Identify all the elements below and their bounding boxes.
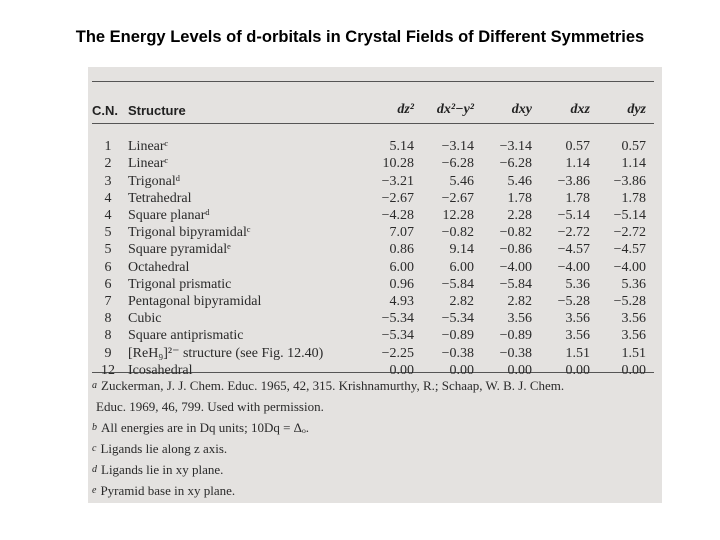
- cell-cn: 12: [101, 362, 115, 378]
- footnote: [92, 420, 652, 441]
- cell-structure: Tetrahedral: [128, 190, 192, 206]
- cell-dxy: 0.00: [507, 362, 532, 378]
- table-row: [88, 224, 656, 241]
- table-row: [88, 173, 656, 190]
- table-row: [88, 293, 656, 310]
- page-title: The Energy Levels of d-orbitals in Crystal Fields of Different Symmetries: [75, 28, 645, 46]
- cell-dz2: −5.34: [381, 311, 414, 327]
- header-dxy: dxy: [511, 102, 532, 117]
- table-row: [88, 190, 656, 207]
- cell-structure: Pentagonal bipyramidal: [128, 293, 262, 309]
- cell-cn: 8: [104, 328, 112, 344]
- cell-dxy: 5.46: [507, 173, 532, 189]
- energy-levels-table: [88, 99, 656, 379]
- cell-cn: 5: [104, 242, 112, 258]
- cell-structure: Icosahedral: [128, 362, 193, 378]
- cell-dxy: −3.14: [499, 139, 532, 155]
- cell-structure: Square antiprismatic: [128, 328, 244, 344]
- cell-structure: Octahedral: [128, 259, 190, 275]
- cell-dx2y2: −6.28: [441, 156, 474, 172]
- cell-dyz: −5.28: [613, 293, 646, 309]
- cell-dxy: 2.82: [507, 293, 532, 309]
- footnote-text: Ligands lie in xy plane.: [101, 462, 224, 477]
- cell-structure: Square planarᵈ: [128, 208, 210, 224]
- cell-dz2: −3.21: [381, 173, 414, 189]
- cell-dxz: −2.72: [557, 225, 590, 241]
- cell-dyz: −4.00: [613, 259, 646, 275]
- cell-cn: 7: [104, 293, 112, 309]
- cell-dyz: −5.14: [613, 208, 646, 224]
- footnote-text: All energies are in Dq units; 10Dq = Δₒ.: [101, 420, 310, 435]
- footnote-mark: b: [92, 422, 97, 433]
- cell-dxy: −0.86: [499, 242, 532, 258]
- cell-structure: Square pyramidalᵉ: [128, 242, 231, 258]
- cell-dz2: 0.96: [389, 276, 414, 292]
- cell-structure: Linearᶜ: [128, 156, 169, 172]
- cell-dyz: −3.86: [613, 173, 646, 189]
- table-row: [88, 276, 656, 293]
- cell-dxz: 1.51: [565, 345, 590, 361]
- cell-dyz: 1.51: [621, 345, 646, 361]
- cell-dyz: −2.72: [613, 225, 646, 241]
- cell-dxz: 1.78: [565, 190, 590, 206]
- cell-dxz: 3.56: [565, 328, 590, 344]
- cell-dx2y2: 9.14: [449, 242, 474, 258]
- footnotes: [92, 378, 652, 504]
- cell-dx2y2: 6.00: [449, 259, 474, 275]
- table-row: [88, 138, 656, 155]
- cell-dz2: 7.07: [389, 225, 414, 241]
- cell-dx2y2: −0.38: [441, 345, 474, 361]
- cell-dz2: −5.34: [381, 328, 414, 344]
- cell-dyz: 3.56: [621, 311, 646, 327]
- cell-dxy: −0.89: [499, 328, 532, 344]
- cell-dx2y2: −5.84: [441, 276, 474, 292]
- cell-cn: 5: [104, 225, 112, 241]
- table-row: [88, 259, 656, 276]
- cell-dx2y2: −2.67: [441, 190, 474, 206]
- cell-dxz: −4.57: [557, 242, 590, 258]
- cell-dz2: −4.28: [381, 208, 414, 224]
- cell-structure: Trigonal prismatic: [128, 276, 232, 292]
- table-row: [88, 362, 656, 379]
- table-row: [88, 241, 656, 258]
- cell-cn: 4: [104, 208, 112, 224]
- footnote-text: Educ. 1969, 46, 799. Used with permission.: [96, 399, 324, 414]
- cell-structure: [ReH₉]²⁻ structure (see Fig. 12.40): [128, 345, 324, 361]
- cell-dxz: −4.00: [557, 259, 590, 275]
- cell-dz2: −2.67: [381, 190, 414, 206]
- table-top-rule: [92, 81, 654, 82]
- footnote: [92, 483, 652, 504]
- cell-cn: 6: [104, 276, 112, 292]
- scanned-table-image: [88, 67, 662, 503]
- cell-dx2y2: −5.34: [441, 311, 474, 327]
- cell-dx2y2: 5.46: [449, 173, 474, 189]
- cell-cn: 4: [104, 190, 112, 206]
- footnote-mark: e: [92, 485, 97, 496]
- table-row: [88, 155, 656, 172]
- footnote-text: Zuckerman, J. J. Chem. Educ. 1965, 42, 315. Krishnamurthy, R.; Schaap, W. B. J. Chem.: [101, 378, 565, 393]
- cell-dz2: 6.00: [389, 259, 414, 275]
- cell-dxy: −6.28: [499, 156, 532, 172]
- footnote: [92, 462, 652, 483]
- cell-dyz: −4.57: [613, 242, 646, 258]
- table-row: [88, 310, 656, 327]
- cell-dx2y2: 2.82: [449, 293, 474, 309]
- footnote-text: Pyramid base in xy plane.: [100, 483, 236, 498]
- header-dxz: dxz: [570, 102, 590, 117]
- cell-dyz: 0.57: [621, 139, 646, 155]
- header-dx2y2: dx²−y²: [436, 102, 474, 117]
- footnote-mark: d: [92, 464, 97, 475]
- cell-dx2y2: −0.82: [441, 225, 474, 241]
- cell-dxy: 3.56: [507, 311, 532, 327]
- cell-dyz: 5.36: [621, 276, 646, 292]
- cell-dx2y2: −3.14: [441, 139, 474, 155]
- cell-dyz: 1.78: [621, 190, 646, 206]
- table-header-row: [88, 99, 656, 121]
- cell-dx2y2: 0.00: [449, 362, 474, 378]
- cell-structure: Cubic: [128, 311, 162, 327]
- cell-structure: Trigonal bipyramidalᶜ: [128, 225, 251, 241]
- cell-dz2: 10.28: [382, 156, 414, 172]
- cell-cn: 8: [104, 311, 112, 327]
- header-cn: C.N.: [92, 102, 118, 118]
- cell-cn: 3: [104, 173, 112, 189]
- cell-dyz: 3.56: [621, 328, 646, 344]
- table-row: [88, 344, 656, 361]
- table-row: [88, 327, 656, 344]
- cell-dxz: 0.57: [565, 139, 590, 155]
- header-dz2: dz²: [397, 102, 414, 117]
- table-row: [88, 207, 656, 224]
- cell-dxy: 2.28: [507, 208, 532, 224]
- cell-dxz: −5.14: [557, 208, 590, 224]
- cell-dz2: 0.00: [389, 362, 414, 378]
- cell-dxz: 5.36: [565, 276, 590, 292]
- footnote: [92, 378, 652, 399]
- cell-dxy: −5.84: [499, 276, 532, 292]
- footnote: [92, 441, 652, 462]
- cell-cn: 2: [104, 156, 112, 172]
- cell-dz2: −2.25: [381, 345, 414, 361]
- cell-dz2: 0.86: [389, 242, 414, 258]
- cell-structure: Linearᶜ: [128, 139, 169, 155]
- cell-dxz: −3.86: [557, 173, 590, 189]
- header-structure: Structure: [128, 102, 186, 118]
- cell-dxz: 0.00: [565, 362, 590, 378]
- cell-dxy: −0.82: [499, 225, 532, 241]
- cell-dxz: −5.28: [557, 293, 590, 309]
- header-dyz: dyz: [627, 102, 646, 117]
- cell-dxy: 1.78: [507, 190, 532, 206]
- footnote-mark: a: [92, 380, 97, 391]
- cell-dz2: 5.14: [389, 139, 414, 155]
- cell-structure: Trigonalᵈ: [128, 173, 181, 189]
- cell-dz2: 4.93: [389, 293, 414, 309]
- footnote-text: Ligands lie along z axis.: [100, 441, 228, 456]
- footnote: [92, 399, 652, 420]
- cell-dyz: 1.14: [621, 156, 646, 172]
- cell-cn: 6: [104, 259, 112, 275]
- cell-dx2y2: 12.28: [442, 208, 474, 224]
- cell-dx2y2: −0.89: [441, 328, 474, 344]
- cell-cn: 1: [104, 139, 112, 155]
- cell-cn: 9: [104, 345, 112, 361]
- footnote-mark: c: [92, 443, 97, 454]
- cell-dxz: 3.56: [565, 311, 590, 327]
- cell-dxy: −0.38: [499, 345, 532, 361]
- cell-dyz: 0.00: [621, 362, 646, 378]
- cell-dxy: −4.00: [499, 259, 532, 275]
- cell-dxz: 1.14: [565, 156, 590, 172]
